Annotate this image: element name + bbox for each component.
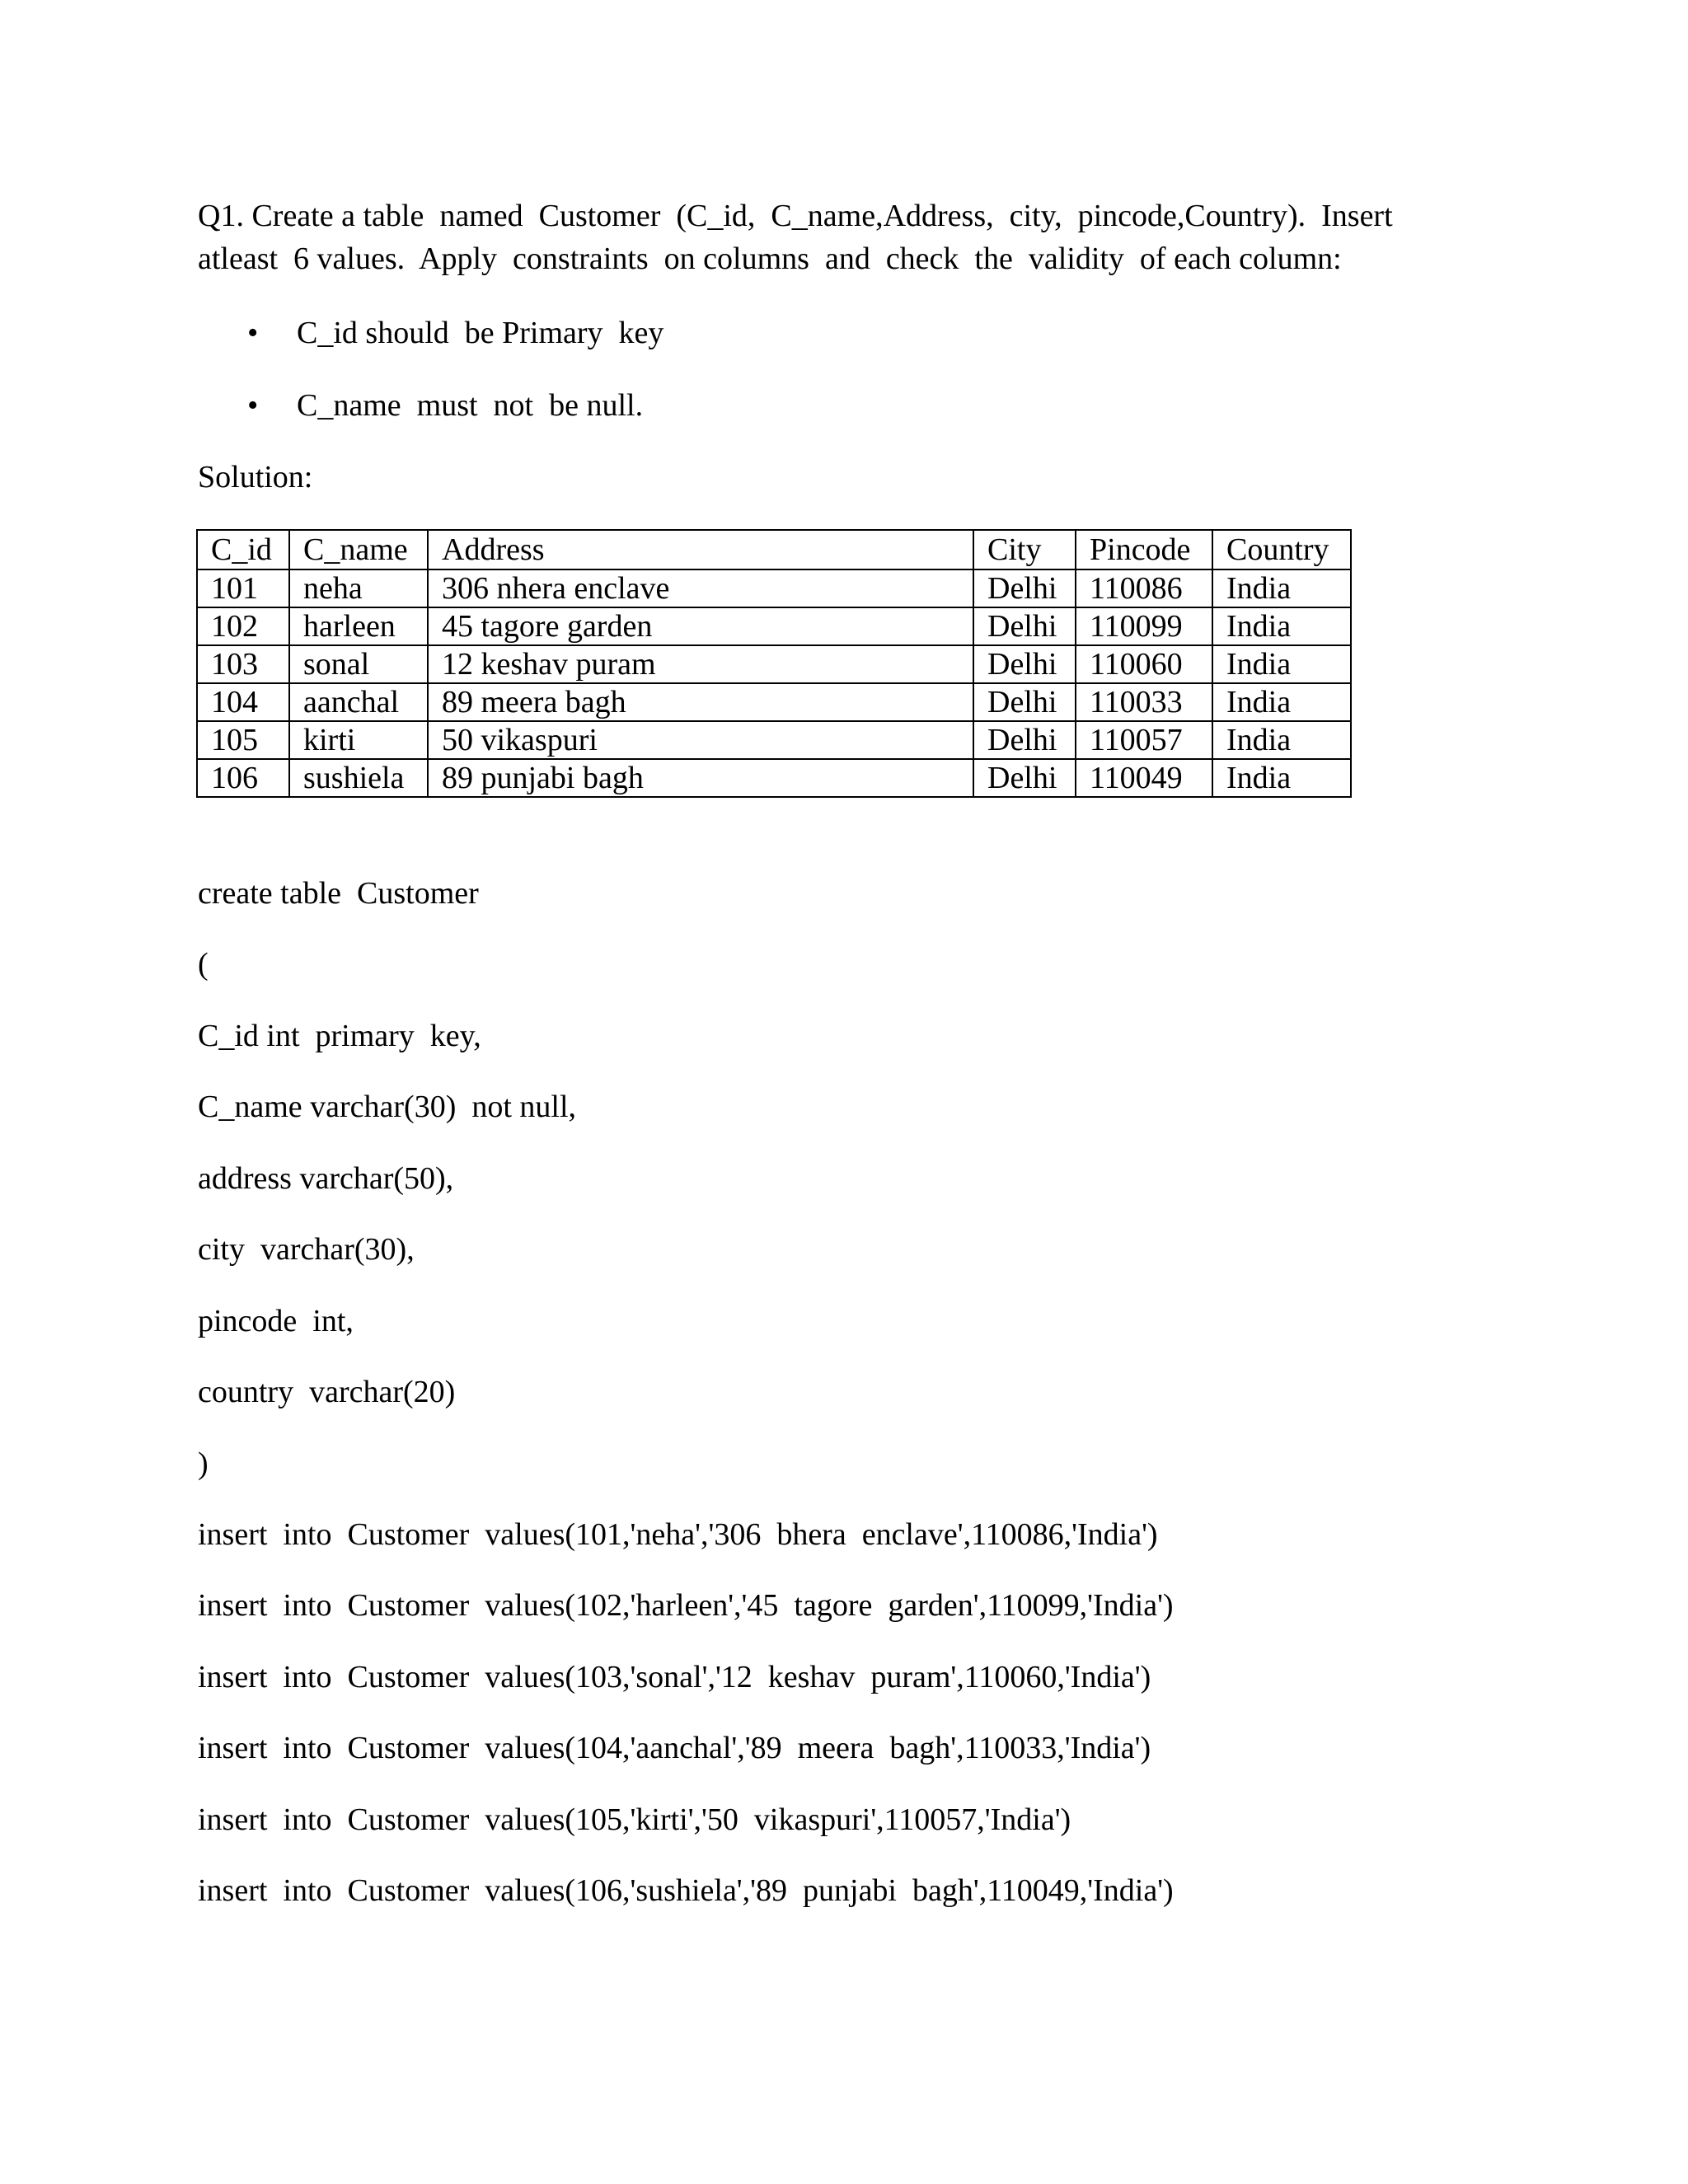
code-line: create table Customer — [198, 876, 479, 911]
table-header-row — [197, 530, 1351, 569]
code-line: ( — [198, 947, 209, 982]
table-header-cell: Country — [1212, 530, 1351, 569]
table-cell: 104 — [197, 683, 289, 721]
table-cell: sushiela — [289, 759, 428, 797]
table-cell: India — [1212, 607, 1351, 645]
table-cell: India — [1212, 721, 1351, 759]
table-cell: 110086 — [1076, 569, 1212, 607]
table-cell: 105 — [197, 721, 289, 759]
table-cell: India — [1212, 759, 1351, 797]
table-cell: 12 keshav puram — [428, 645, 973, 683]
table-cell: sonal — [289, 645, 428, 683]
code-line: insert into Customer values(102,'harleen','45 tagore garden',110099,'India') — [198, 1588, 1174, 1623]
table-cell: 102 — [197, 607, 289, 645]
question-text-line-1: Q1. Create a table named Customer (C_id, C_name,Address, city, pincode,Country). Insert — [198, 199, 1393, 233]
table-cell: India — [1212, 569, 1351, 607]
table-cell: 103 — [197, 645, 289, 683]
table-header-cell: City — [973, 530, 1076, 569]
table-header-cell: C_name — [289, 530, 428, 569]
table-header-cell: C_id — [197, 530, 289, 569]
code-line: pincode int, — [198, 1304, 354, 1338]
table-row — [197, 569, 1351, 607]
table-row — [197, 645, 1351, 683]
table-cell: Delhi — [973, 721, 1076, 759]
code-line: insert into Customer values(106,'sushiela','89 punjabi bagh',110049,'India') — [198, 1873, 1174, 1908]
table-row — [197, 607, 1351, 645]
table-cell: 106 — [197, 759, 289, 797]
table-cell: kirti — [289, 721, 428, 759]
table-cell: Delhi — [973, 759, 1076, 797]
table-cell: 306 nhera enclave — [428, 569, 973, 607]
table-row — [197, 759, 1351, 797]
code-line: ) — [198, 1446, 209, 1481]
code-line: insert into Customer values(105,'kirti','50 vikaspuri',110057,'India') — [198, 1802, 1071, 1837]
table-cell: Delhi — [973, 607, 1076, 645]
bullet-text: C_name must not be null. — [297, 388, 644, 423]
code-line: city varchar(30), — [198, 1232, 415, 1267]
table-cell: 110033 — [1076, 683, 1212, 721]
table-row — [197, 683, 1351, 721]
code-line: insert into Customer values(103,'sonal','12 keshav puram',110060,'India') — [198, 1660, 1151, 1694]
code-line: insert into Customer values(101,'neha','306 bhera enclave',110086,'India') — [198, 1517, 1158, 1552]
code-line: C_name varchar(30) not null, — [198, 1090, 577, 1124]
code-line: address varchar(50), — [198, 1161, 454, 1196]
code-line: country varchar(20) — [198, 1375, 456, 1409]
bullet-icon: • — [247, 388, 259, 423]
table-cell: 89 meera bagh — [428, 683, 973, 721]
table-header-cell: Pincode — [1076, 530, 1212, 569]
table-cell: 110060 — [1076, 645, 1212, 683]
table-header-cell: Address — [428, 530, 973, 569]
bullet-icon: • — [247, 316, 259, 350]
table-row — [197, 721, 1351, 759]
solution-label: Solution: — [198, 460, 313, 494]
code-line: C_id int primary key, — [198, 1019, 481, 1053]
table-cell: neha — [289, 569, 428, 607]
code-line: insert into Customer values(104,'aanchal','89 meera bagh',110033,'India') — [198, 1731, 1151, 1765]
table-cell: 50 vikaspuri — [428, 721, 973, 759]
table-cell: aanchal — [289, 683, 428, 721]
table-cell: 45 tagore garden — [428, 607, 973, 645]
table-cell: Delhi — [973, 569, 1076, 607]
table-cell: 110049 — [1076, 759, 1212, 797]
table-cell: Delhi — [973, 645, 1076, 683]
table-cell: Delhi — [973, 683, 1076, 721]
table-cell: 89 punjabi bagh — [428, 759, 973, 797]
question-text-line-2: atleast 6 values. Apply constraints on columns and check the validity of each column: — [198, 241, 1342, 276]
bullet-text: C_id should be Primary key — [297, 316, 664, 350]
table-cell: India — [1212, 645, 1351, 683]
table-cell: 101 — [197, 569, 289, 607]
table-cell: 110099 — [1076, 607, 1212, 645]
table-cell: 110057 — [1076, 721, 1212, 759]
table-cell: India — [1212, 683, 1351, 721]
customer-table — [196, 529, 1352, 798]
table-cell: harleen — [289, 607, 428, 645]
